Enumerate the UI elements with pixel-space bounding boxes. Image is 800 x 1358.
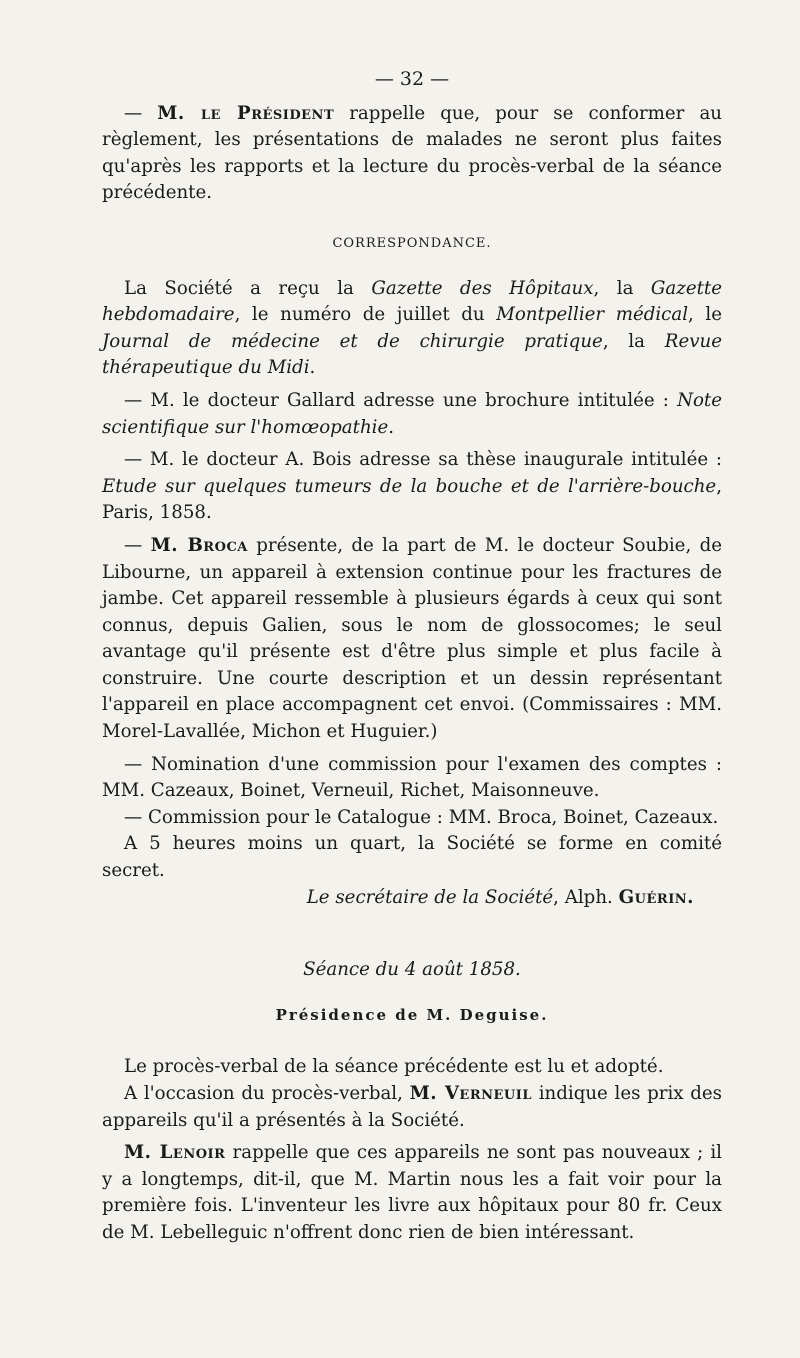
paragraph-commission-catalogue: — Commission pour le Catalogue : MM. Broca, Boinet, Cazeaux.: [124, 806, 719, 828]
paragraph-lenoir: M. Lenoir rappelle que ces appareils ne sont pas nouveaux ; il y a longtemps, dit-il, que M. Martin nous les a fait voir pour la première fois. L'inventeur les livre aux hôpitaux pour 80 fr. Ceux de M. Lebelleguic n'offrent donc rien de bien intéressant.: [102, 1142, 723, 1243]
speaker-lenoir: M. Lenoir: [124, 1142, 226, 1164]
paragraph-president: — M. le Président rappelle que, pour se conformer au règlement, les présentations de malades ne seront plus faites qu'après les rapports et la lecture du procès-verbal de la séance précédente.: [102, 102, 722, 204]
seance-date: Séance du 4 août 1858.: [303, 959, 521, 981]
paragraph-bois: — M. le docteur A. Bois adresse sa thèse inaugurale intitulée : Etude sur quelques tumeurs de la bouche et de l'arrière-bouche, Paris, 1858.: [102, 449, 722, 524]
speaker-president: M. le Président: [157, 102, 335, 124]
speaker-verneuil: M. Verneuil: [409, 1083, 532, 1104]
document-page: [102, 66, 722, 1247]
paragraph-comite-secret: A 5 heures moins un quart, la Société se forme en comité secret.: [102, 833, 722, 882]
presidence-heading: Présidence de M. Deguise.: [275, 1005, 549, 1024]
speaker-broca: M. Broca: [150, 534, 248, 556]
paragraph-broca: — M. Broca présente, de la part de M. le docteur Soubie, de Libourne, un appareil à extension continue pour les fractures de jambe. Cet appareil ressemble à plusieurs égards à ceux qui sont connus, depuis Galien, sous le nom de glossocomes; le seul avantage qu'il présente est d'être plus simple et plus facile à construire. Une courte description et un dessin représentant l'appareil en place accompagnent cet envoi. (Commissaires : MM. Morel-Lavallée, Michon et Huguier.): [102, 534, 722, 743]
paragraph-verneuil: A l'occasion du procès-verbal, M. Verneuil indique les prix des appareils qu'il a présentés à la Société.: [102, 1083, 722, 1131]
page-number: — 32 —: [374, 68, 450, 90]
paragraph-proces-verbal: Le procès-verbal de la séance précédente est lu et adopté.: [124, 1056, 664, 1078]
signature: Le secrétaire de la Société, Alph. Guérin.: [306, 886, 694, 908]
paragraph-correspondance: La Société a reçu la Gazette des Hôpitaux, la Gazette hebdomadaire, le numéro de juillet du Montpellier médical, le Journal de médecine et de chirurgie pratique, la Revue thérapeutique du Midi.: [102, 277, 723, 379]
paragraph-commission-comptes: — Nomination d'une commission pour l'examen des comptes : MM. Cazeaux, Boinet, Verneuil, Richet, Maisonneuve.: [102, 753, 722, 802]
section-heading-correspondance: CORRESPONDANCE.: [332, 235, 492, 251]
paragraph-gallard: — M. le docteur Gallard adresse une brochure intitulée : Note scientifique sur l'homœopathie.: [102, 389, 722, 438]
